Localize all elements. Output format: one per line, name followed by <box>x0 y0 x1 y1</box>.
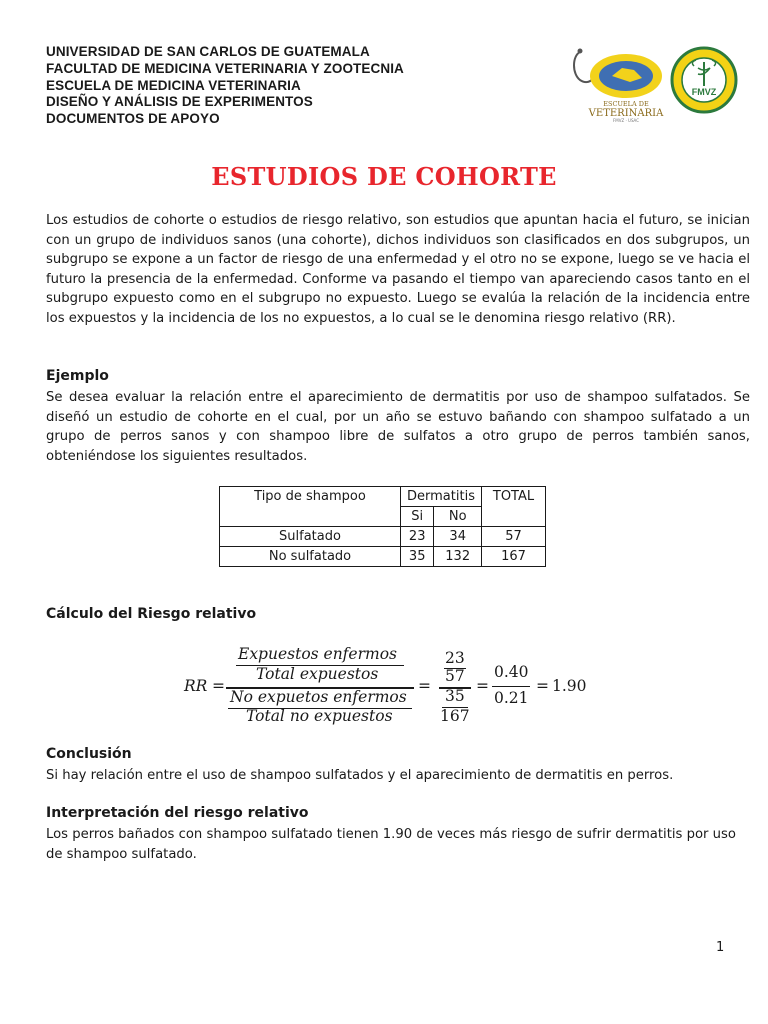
table-cell-label: Sulfatado <box>220 527 401 547</box>
calc-heading: Cálculo del Riesgo relativo <box>46 606 257 622</box>
table-cell-no: 132 <box>434 547 482 567</box>
table-subheader-no: No <box>434 507 482 527</box>
ratio-denominator: 0.21 <box>494 689 529 707</box>
equals-sign: = <box>536 677 549 695</box>
header-line-school: ESCUELA DE MEDICINA VETERINARIA <box>46 77 301 93</box>
example-heading: Ejemplo <box>46 368 109 384</box>
equals-sign: = <box>418 677 431 695</box>
page-number: 1 <box>716 940 725 955</box>
table-cell-si: 35 <box>401 547 434 567</box>
value-d: 167 <box>440 707 470 725</box>
header-line-course: DISEÑO Y ANÁLISIS DE EXPERIMENTOS <box>46 94 313 110</box>
conclusion-paragraph: Si hay relación entre el uso de shampoo sulfatados y el aparecimiento de dermatitis en perros. <box>46 768 674 783</box>
value-c: 35 <box>445 687 465 705</box>
table-cell-no: 34 <box>434 527 482 547</box>
formula-total-nonexposed: Total no expuestos <box>246 707 393 725</box>
results-table <box>219 486 546 567</box>
fmvz-seal-logo <box>670 46 738 114</box>
document-title: ESTUDIOS DE COHORTE <box>211 162 557 191</box>
fraction-bar <box>492 686 530 687</box>
header-line-faculty: FACULTAD DE MEDICINA VETERINARIA Y ZOOTECNIA <box>46 60 404 76</box>
formula-total-exposed: Total expuestos <box>256 665 379 683</box>
table-cell-total: 167 <box>482 547 546 567</box>
formula-nonexposed-sick: No expuetos enfermos <box>230 688 407 706</box>
interpretation-paragraph: Los perros bañados con shampoo sulfatado tienen 1.90 de veces más riesgo de sufrir dermatitis por uso de shampoo sulfatado. <box>46 827 736 862</box>
value-a: 23 <box>445 649 465 667</box>
ratio-numerator: 0.40 <box>494 663 529 681</box>
value-b: 57 <box>445 667 465 685</box>
table-header-dermatitis: Dermatitis <box>401 487 482 507</box>
table-cell-total: 57 <box>482 527 546 547</box>
table-cell-si: 23 <box>401 527 434 547</box>
relative-risk-formula <box>180 643 600 733</box>
table-header-row <box>220 487 546 507</box>
rr-result: 1.90 <box>552 677 587 695</box>
table-header-type: Tipo de shampoo <box>220 487 401 527</box>
formula-exposed-sick: Expuestos enfermos <box>238 645 397 663</box>
equals-sign: = <box>212 677 225 695</box>
escuela-veterinaria-logo <box>568 46 668 122</box>
table-row <box>220 527 546 547</box>
header-line-documents: DOCUMENTOS DE APOYO <box>46 111 220 127</box>
svg-text:ESCUELA DE: ESCUELA DE <box>603 100 649 108</box>
svg-text:VETERINARIA: VETERINARIA <box>588 108 664 119</box>
intro-paragraph: Los estudios de cohorte o estudios de riesgo relativo, son estudios que apuntan hacia el futuro, se inician con un grupo de individuos sanos (una cohorte), dichos individuos son clasificados en dos subgrupos, un subgrupo se expone a un factor de riesgo de una enfermedad y el otro no se expone, luego se ve hacia el futuro la presencia de la enfermedad. Conforme va pasando el tiempo van apareciendo casos tanto en el subgrupo expuesto como en el subgrupo no expuesto. Luego se evalúa la relación de la incidencia entre los expuestos y la incidencia de los no expuestos, a lo cual se le denomina riesgo relativo (RR). <box>46 213 750 326</box>
rr-symbol: RR <box>184 677 208 695</box>
table-row <box>220 547 546 567</box>
equals-sign: = <box>476 677 489 695</box>
svg-text:FMVZ: FMVZ <box>691 87 717 97</box>
header-line-university: UNIVERSIDAD DE SAN CARLOS DE GUATEMALA <box>46 44 370 59</box>
table-cell-label: No sulfatado <box>220 547 401 567</box>
conclusion-heading: Conclusión <box>46 746 132 762</box>
table-subheader-si: Si <box>401 507 434 527</box>
table-header-total: TOTAL <box>482 487 546 527</box>
example-paragraph: Se desea evaluar la relación entre el aparecimiento de dermatitis por uso de shampoo sulfatados. Se diseñó un estudio de cohorte en el cual, por un año se estuvo bañando con shampoo sulfatado a un grupo de perros sanos y con shampoo libre de sulfatos a otro grupo de perros también sanos, obteniéndose los siguientes resultados. <box>46 390 750 464</box>
svg-text:FMVZ · USAC: FMVZ · USAC <box>612 118 640 122</box>
document-header <box>46 44 526 128</box>
interpretation-heading: Interpretación del riesgo relativo <box>46 805 309 821</box>
